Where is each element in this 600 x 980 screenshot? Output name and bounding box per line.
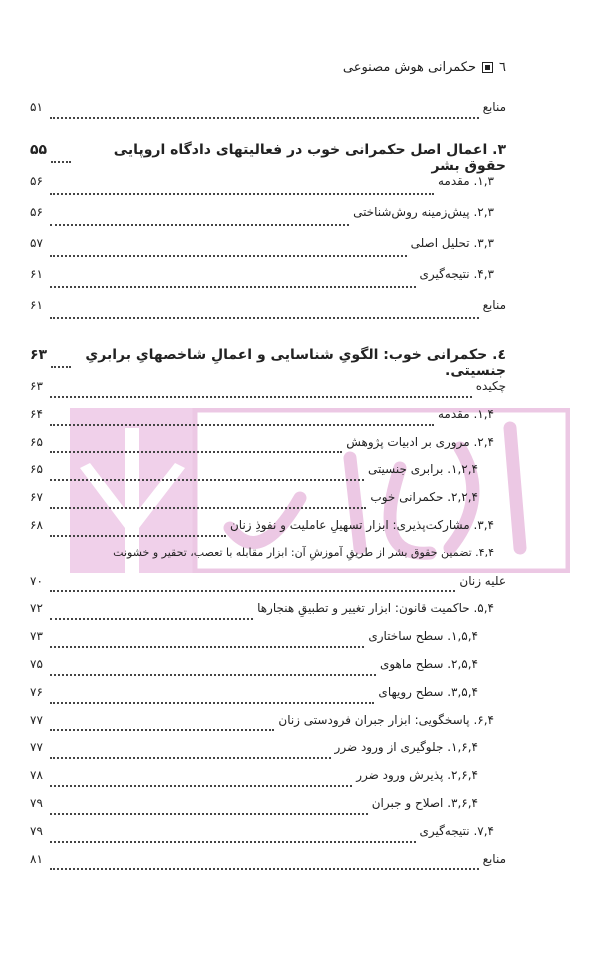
toc-entry-page: ۶۱ xyxy=(30,298,43,312)
toc-entry[interactable] xyxy=(30,629,506,657)
toc-entry-page: ۷۵ xyxy=(30,656,43,671)
toc-entry-label: ۱,۴. مقدمه xyxy=(437,406,494,421)
toc-entry-page: ۶۴ xyxy=(30,406,43,421)
dot-leader xyxy=(51,161,71,163)
toc-entry-page: ۷۹ xyxy=(30,795,43,810)
toc-entry[interactable] xyxy=(30,657,506,685)
toc-entry[interactable] xyxy=(30,713,506,741)
toc-entry-page: ۷۶ xyxy=(30,684,43,699)
toc-entry-label: ۴,۳. نتیجه‌گیری xyxy=(419,267,494,281)
toc-entry-label: ۲,۵,۴. سطح ماهوی xyxy=(379,656,478,671)
dot-leader xyxy=(50,479,364,481)
toc-entry[interactable] xyxy=(30,685,506,713)
toc-entry[interactable] xyxy=(30,100,506,128)
square-bullet-icon xyxy=(482,62,493,73)
toc-entry-page: ۸۱ xyxy=(30,851,43,866)
toc-entry-page: ۶۱ xyxy=(30,267,43,281)
dot-leader xyxy=(50,317,479,319)
toc-entry[interactable] xyxy=(30,768,506,796)
toc-entry-page: ۶۷ xyxy=(30,490,43,505)
toc-entry-label: ۶,۴. پاسخگویی: ابزار جبران فرودستی زنان xyxy=(278,712,494,727)
toc-entry[interactable] xyxy=(30,852,506,880)
dot-leader xyxy=(50,451,342,453)
dot-leader xyxy=(50,702,374,704)
dot-leader xyxy=(50,757,331,759)
toc-entry-label: ۲,۶,۴. پذیرش ورود ضرر xyxy=(356,768,478,783)
toc-chapter-heading[interactable] xyxy=(30,142,506,174)
dot-leader xyxy=(50,646,364,648)
toc-entry-page: ۶۳ xyxy=(30,347,48,363)
dot-leader xyxy=(50,590,455,592)
toc-entry-page: ۷۹ xyxy=(30,823,43,838)
toc-entry-page: ۷۸ xyxy=(30,768,43,783)
toc-entry-label: ۳,۶,۴. اصلاح و جبران xyxy=(371,795,478,810)
toc-entry-label: ۲,۴. مروری بر ادبیات پژوهش xyxy=(346,434,494,449)
toc-entry[interactable] xyxy=(30,824,506,852)
toc-entry-label: ۱,۳. مقدمه xyxy=(437,174,494,188)
dot-leader xyxy=(50,507,366,509)
toc-entry[interactable] xyxy=(30,174,506,205)
toc-entry-continuation[interactable] xyxy=(30,574,506,602)
running-header xyxy=(343,60,506,75)
toc-entry-label: ۱,۲,۴. برابری جنسیتی xyxy=(367,462,478,477)
toc-entry-label: ٤. حکمرانی خوب: الگویِ شناسایی و اعمالِ شاخصهایِ برابریِ جنسیتی. xyxy=(85,347,506,379)
toc-entry-label: ۱,۶,۴. جلوگیری از ورود ضرر xyxy=(334,740,478,755)
toc-entry-page: ۵۶ xyxy=(30,205,43,219)
dot-leader xyxy=(50,424,434,426)
toc-entry[interactable] xyxy=(30,435,506,463)
toc-entry-page: ۷۷ xyxy=(30,712,43,727)
toc-entry-label-continuation: علیه زنان xyxy=(459,573,506,588)
toc-entry-label: ۵,۴. حاکمیت قانون: ابزار تغییر و تطبیقِ هنجارها xyxy=(257,601,494,616)
toc-entry-page: ۷۲ xyxy=(30,601,43,616)
toc-entry-page: ۷۳ xyxy=(30,629,43,644)
header-page-number: ٦ xyxy=(499,60,506,75)
toc-entry-page: ۶۵ xyxy=(30,434,43,449)
dot-leader xyxy=(50,286,416,288)
dot-leader xyxy=(50,618,253,620)
toc-entry-page: ۷۰ xyxy=(30,573,43,588)
dot-leader xyxy=(50,841,416,843)
toc-entry-label: ۳,۳. تحلیل اصلی xyxy=(410,236,494,250)
toc-entry-label: ۳. اعمال اصل حکمرانی خوب در فعالیتهای دادگاه اروپایی حقوق بشر xyxy=(113,142,506,174)
toc-entry[interactable] xyxy=(30,267,506,298)
toc-entry-page: ۶۵ xyxy=(30,462,43,477)
dot-leader xyxy=(50,117,479,119)
toc-entry-label: ۳,۵,۴. سطح رویهای xyxy=(378,684,478,699)
toc-entry[interactable] xyxy=(30,601,506,629)
toc-entry-page: ۵۶ xyxy=(30,174,43,188)
toc-entry-label: چکیده xyxy=(475,379,506,393)
toc-block-chapter-4 xyxy=(30,347,506,879)
toc-entry-page: ۷۷ xyxy=(30,740,43,755)
toc-entry-page: ۶۳ xyxy=(30,379,43,393)
dot-leader xyxy=(51,366,71,368)
toc-chapter-heading[interactable] xyxy=(30,347,506,379)
toc-entry[interactable] xyxy=(30,298,506,329)
toc-entry-page: ۵۷ xyxy=(30,236,43,250)
toc-entry-label: ۲,۳. پیش‌زمینه روش‌شناختی xyxy=(353,205,494,219)
header-book-title: حکمرانی هوش مصنوعی xyxy=(342,60,477,75)
toc-entry-label: ۳,۴. مشارکت‌پذیری: ابزار تسهیلِ عاملیت و نفوذِ زنان xyxy=(229,517,494,532)
toc-block-1 xyxy=(30,100,506,128)
dot-leader xyxy=(50,813,368,815)
toc-entry[interactable] xyxy=(30,236,506,267)
toc-entry[interactable] xyxy=(30,462,506,490)
toc-entry-label: منابع xyxy=(482,851,506,866)
toc-entry-label: ۲,۲,۴. حکمرانی خوب xyxy=(370,490,478,505)
dot-leader xyxy=(50,396,472,398)
toc-entry[interactable] xyxy=(30,518,506,546)
toc-entry[interactable] xyxy=(30,205,506,236)
dot-leader xyxy=(50,785,352,787)
dot-leader xyxy=(50,535,226,537)
dot-leader xyxy=(50,224,349,226)
toc-entry-page: ۶۸ xyxy=(30,517,43,532)
dot-leader xyxy=(50,868,479,870)
toc-entry-page: ۵۵ xyxy=(30,142,48,158)
toc-entry-page: ۵۱ xyxy=(30,100,43,114)
toc-entry[interactable] xyxy=(30,796,506,824)
dot-leader xyxy=(50,255,407,257)
dot-leader xyxy=(50,193,434,195)
toc-entry[interactable] xyxy=(30,490,506,518)
toc-entry-label: ۴,۴. تضمین حقوق بشر از طریقِ آموزشِ آن: ابزار مقابله با تعصب، تحقیر و خشونت xyxy=(113,545,494,559)
dot-leader xyxy=(50,674,376,676)
dot-leader xyxy=(50,729,274,731)
toc-entry[interactable] xyxy=(30,740,506,768)
toc-entry[interactable] xyxy=(30,546,506,574)
toc-entry[interactable] xyxy=(30,379,506,407)
toc-block-chapter-3 xyxy=(30,142,506,329)
toc-entry-label: ۷,۴. نتیجه‌گیری xyxy=(419,823,494,838)
toc-entry-label: ۱,۵,۴. سطح ساختاری xyxy=(368,629,478,644)
toc-entry-label: منابع xyxy=(482,100,506,114)
toc-entry-label: منابع xyxy=(482,298,506,312)
toc-entry[interactable] xyxy=(30,407,506,435)
